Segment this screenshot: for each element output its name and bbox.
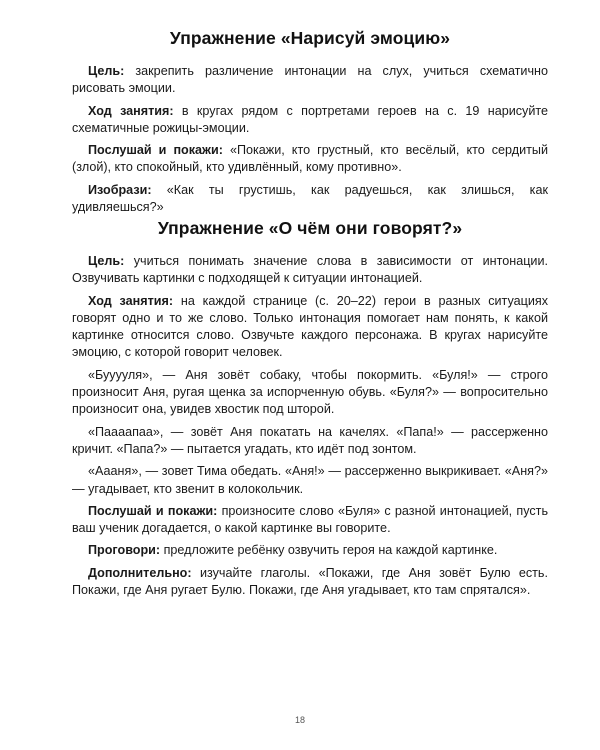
paragraph-text: «Бууууля», — Аня зовёт собаку, чтобы покормить. «Буля!» — строго произносит Аня, ругая щенка за испорченную обувь. «Буля?» — вопросительно произносит она, увидев хвостик под шторой.: [72, 367, 548, 417]
paragraph-text: предложите ребёнку озвучить героя на каждой картинке.: [160, 543, 498, 558]
paragraph-example-papa: [72, 424, 548, 459]
paragraph-goal: [72, 63, 548, 98]
paragraph-text: «Аааня», — зовет Тима обедать. «Аня!» — рассерженно выкрикивает. «Аня?» — угадывает, кто звенит в колокольчик.: [72, 464, 548, 496]
paragraph-label: Дополнительно:: [88, 565, 192, 580]
paragraph-label: Цель:: [88, 64, 125, 78]
paragraph-procedure: [72, 103, 548, 138]
paragraph-pronounce: [72, 542, 548, 559]
paragraph-label: Изобрази:: [88, 182, 152, 197]
paragraph-label: Цель:: [88, 254, 125, 268]
paragraph-text: произносите слово «Буля» с разной интонацией, пусть ваш ученик догадается, о какой картинке вы говорите.: [72, 503, 548, 536]
paragraph-procedure: [72, 293, 548, 362]
paragraph-listen-show: [72, 142, 548, 177]
exercise-what-they-say: [72, 218, 548, 604]
paragraph-listen-show: [72, 503, 548, 538]
paragraph-label: Послушай и покажи:: [88, 143, 223, 158]
section-title: Упражнение «Нарисуй эмоцию»: [169, 28, 451, 48]
exercise-draw-emotion: [72, 28, 548, 221]
paragraph-text: учиться понимать значение слова в зависимости от интонации. Озвучивать картинки с подходящей к ситуации интонацией.: [72, 254, 548, 286]
paragraph-depict: [72, 182, 548, 217]
paragraph-label: Ход занятия:: [88, 293, 174, 308]
paragraph-text: на каждой странице (с. 20–22) герои в разных ситуациях говорят одно и то же слово. Только интонация помогает нам понять, к какой картинке относится слово. Озвучьте каждого персонажа. В кругах нарисуйте эмоцию, с которой говорит человек.: [72, 293, 548, 360]
paragraph-example-bulya: [72, 367, 548, 419]
paragraph-text: «Покажи, кто грустный, кто весёлый, кто сердитый (злой), кто спокойный, кто удивлённый, кому противно».: [72, 143, 549, 175]
paragraph-label: Послушай и покажи:: [88, 503, 218, 518]
section-title: Упражнение «О чём они говорят?»: [157, 218, 463, 238]
paragraph-text: закрепить различение интонации на слух, учиться схематично рисовать эмоции.: [72, 64, 548, 96]
paragraph-goal: [72, 253, 548, 288]
paragraph-text: изучайте глаголы. «Покажи, где Аня зовёт Булю есть. Покажи, где Аня ругает Булю. Покажи, где Аня угадывает, кто там спрятался».: [72, 565, 548, 598]
paragraph-text: «Паааапаа», — зовёт Аня покатать на качелях. «Папа!» — рассерженно кричит. «Папа?» — пытается угадать, кто идёт под зонтом.: [72, 424, 548, 456]
paragraph-text: в кругах рядом с портретами героев на с. 19 нарисуйте схематичные рожицы-эмоции.: [72, 103, 548, 135]
paragraph-label: Ход занятия:: [88, 103, 174, 118]
paragraph-text: «Как ты грустишь, как радуешься, как злишься, как удивляешься?»: [72, 182, 548, 215]
paragraph-example-anya: [72, 463, 548, 498]
paragraph-label: Проговори:: [88, 543, 161, 558]
page-number: 18: [294, 715, 305, 725]
paragraph-additional: [72, 565, 548, 600]
